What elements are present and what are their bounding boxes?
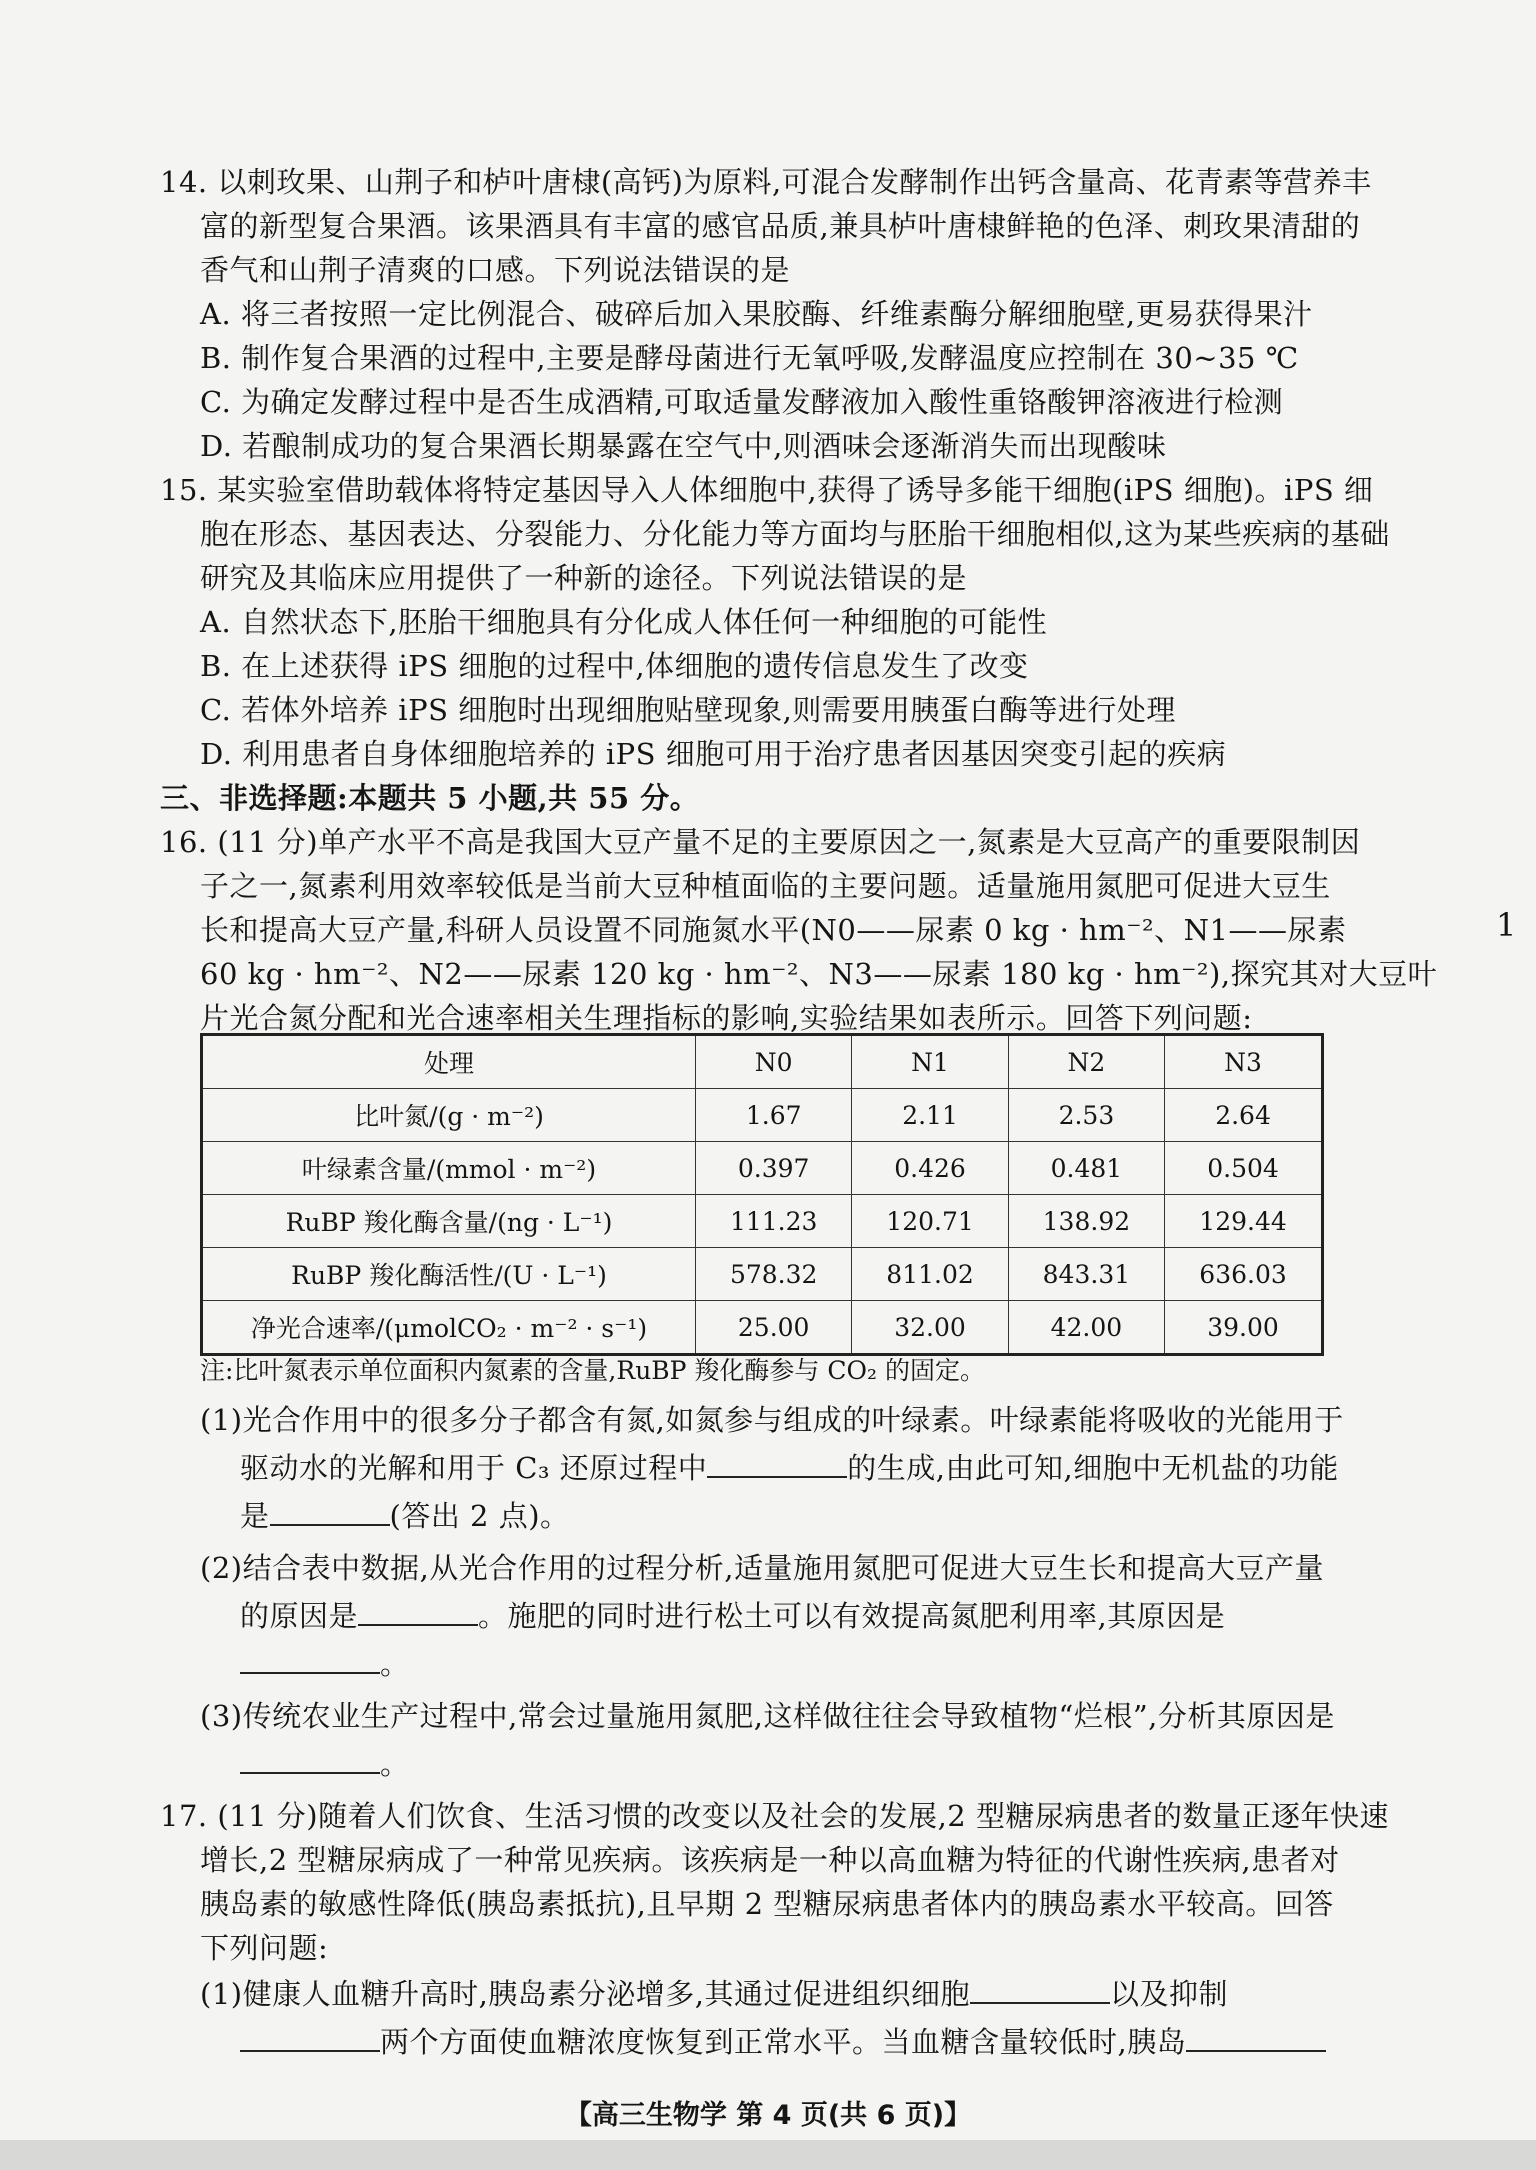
table-cell: 578.32 bbox=[696, 1248, 852, 1301]
table-cell: 129.44 bbox=[1165, 1195, 1323, 1248]
answer-blank[interactable] bbox=[970, 1976, 1110, 2004]
q14-stem-line-2: 富的新型复合果酒。该果酒具有丰富的感官品质,兼具栌叶唐棣鲜艳的色泽、刺玫果清甜的 bbox=[200, 209, 1361, 243]
table-cell: 636.03 bbox=[1165, 1248, 1323, 1301]
q14-stem-line-1: 14. 以刺玫果、山荆子和栌叶唐棣(高钙)为原料,可混合发酵制作出钙含量高、花青素等营养丰 bbox=[160, 165, 1372, 199]
answer-blank[interactable] bbox=[1186, 2024, 1326, 2052]
q16-sub3-text: 。 bbox=[380, 1747, 410, 1781]
q17-stem-line-1: 17. (11 分)随着人们饮食、生活习惯的改变以及社会的发展,2 型糖尿病患者的数量正逐年快速 bbox=[160, 1799, 1389, 1833]
table-note: 注:比叶氮表示单位面积内氮素的含量,RuBP 羧化酶参与 CO₂ 的固定。 bbox=[200, 1356, 985, 1385]
q16-stem-line-1: 16. (11 分)单产水平不高是我国大豆产量不足的主要原因之一,氮素是大豆高产的重要限制因 bbox=[160, 825, 1361, 859]
answer-blank[interactable] bbox=[358, 1598, 478, 1626]
table-header-cell: 处理 bbox=[202, 1035, 696, 1089]
q15-option-d: D. 利用患者自身体细胞培养的 iPS 细胞可用于治疗患者因基因突变引起的疾病 bbox=[200, 737, 1227, 771]
table-row bbox=[202, 1089, 1323, 1142]
q17-sub1-line-1 bbox=[200, 1972, 1228, 2016]
table-cell: 净光合速率/(μmolCO₂ · m⁻² · s⁻¹) bbox=[202, 1301, 696, 1355]
answer-blank[interactable] bbox=[240, 1646, 380, 1674]
q15-option-a: A. 自然状态下,胚胎干细胞具有分化成人体任何一种细胞的可能性 bbox=[200, 605, 1048, 639]
q14-option-d: D. 若酿制成功的复合果酒长期暴露在空气中,则酒味会逐渐消失而出现酸味 bbox=[200, 429, 1167, 463]
table-cell: 叶绿素含量/(mmol · m⁻²) bbox=[202, 1142, 696, 1195]
table-header-cell: N2 bbox=[1008, 1035, 1164, 1089]
table-cell: 120.71 bbox=[852, 1195, 1008, 1248]
q16-sub1-text: (答出 2 点)。 bbox=[389, 1499, 570, 1533]
q17-stem-line-4: 下列问题: bbox=[200, 1931, 329, 1965]
q16-sub1-line-2 bbox=[240, 1446, 1339, 1490]
results-table bbox=[200, 1033, 1324, 1356]
table-cell: 39.00 bbox=[1165, 1301, 1323, 1355]
q15-stem-line-2: 胞在形态、基因表达、分裂能力、分化能力等方面均与胚胎干细胞相似,这为某些疾病的基础 bbox=[200, 517, 1390, 551]
table-row bbox=[202, 1195, 1323, 1248]
q15-stem-line-1: 15. 某实验室借助载体将特定基因导入人体细胞中,获得了诱导多能干细胞(iPS 细胞)。iPS 细 bbox=[160, 473, 1374, 507]
table-cell: 32.00 bbox=[852, 1301, 1008, 1355]
table-row bbox=[202, 1301, 1323, 1355]
table-cell: 843.31 bbox=[1008, 1248, 1164, 1301]
table-cell: 138.92 bbox=[1008, 1195, 1164, 1248]
scan-edge bbox=[0, 2140, 1536, 2170]
q16-sub2-text: 。 bbox=[380, 1647, 410, 1681]
q16-sub3-line-2 bbox=[240, 1742, 410, 1786]
q17-stem-line-3: 胰岛素的敏感性降低(胰岛素抵抗),且早期 2 型糖尿病患者体内的胰岛素水平较高。回答 bbox=[200, 1887, 1334, 1921]
page-footer: 【高三生物学 第 4 页(共 6 页)】 bbox=[564, 2100, 972, 2131]
q17-sub1-text: 以及抑制 bbox=[1110, 1977, 1229, 2011]
q17-sub1-line-2 bbox=[240, 2020, 1326, 2064]
margin-mark: 1 bbox=[1496, 906, 1517, 944]
q17-stem-line-2: 增长,2 型糖尿病成了一种常见疾病。该疾病是一种以高血糖为特征的代谢性疾病,患者对 bbox=[200, 1843, 1340, 1877]
section-heading: 三、非选择题:本题共 5 小题,共 55 分。 bbox=[160, 781, 700, 815]
table-cell: 2.53 bbox=[1008, 1089, 1164, 1142]
table-cell: RuBP 羧化酶含量/(ng · L⁻¹) bbox=[202, 1195, 696, 1248]
q14-option-a: A. 将三者按照一定比例混合、破碎后加入果胶酶、纤维素酶分解细胞壁,更易获得果汁 bbox=[200, 297, 1313, 331]
table-cell: 1.67 bbox=[696, 1089, 852, 1142]
q17-sub1-text: (1)健康人血糖升高时,胰岛素分泌增多,其通过促进组织细胞 bbox=[200, 1977, 971, 2011]
table-cell: 0.504 bbox=[1165, 1142, 1323, 1195]
q16-sub2-text: 的原因是 bbox=[240, 1599, 359, 1633]
table-cell: 111.23 bbox=[696, 1195, 852, 1248]
table-header-cell: N0 bbox=[696, 1035, 852, 1089]
q16-sub2-text: 。施肥的同时进行松土可以有效提高氮肥利用率,其原因是 bbox=[478, 1599, 1226, 1633]
answer-blank[interactable] bbox=[707, 1450, 847, 1478]
answer-blank[interactable] bbox=[240, 1746, 380, 1774]
table-cell: 25.00 bbox=[696, 1301, 852, 1355]
table-cell: 811.02 bbox=[852, 1248, 1008, 1301]
q16-stem-line-3: 长和提高大豆产量,科研人员设置不同施氮水平(N0——尿素 0 kg · hm⁻²、N1——尿素 bbox=[200, 913, 1347, 947]
answer-blank[interactable] bbox=[270, 1498, 390, 1526]
q15-option-b: B. 在上述获得 iPS 细胞的过程中,体细胞的遗传信息发生了改变 bbox=[200, 649, 1029, 683]
table-cell: 比叶氮/(g · m⁻²) bbox=[202, 1089, 696, 1142]
q16-sub1-text: 驱动水的光解和用于 C₃ 还原过程中 bbox=[240, 1451, 708, 1485]
table-row bbox=[202, 1248, 1323, 1301]
q17-sub1-text: 两个方面使血糖浓度恢复到正常水平。当血糖含量较低时,胰岛 bbox=[380, 2025, 1187, 2059]
table-cell: 2.11 bbox=[852, 1089, 1008, 1142]
table-row bbox=[202, 1142, 1323, 1195]
q16-sub3-line-1: (3)传统农业生产过程中,常会过量施用氮肥,这样做往往会导致植物“烂根”,分析其原因是 bbox=[200, 1699, 1335, 1733]
table-cell: 0.481 bbox=[1008, 1142, 1164, 1195]
q15-option-c: C. 若体外培养 iPS 细胞时出现细胞贴壁现象,则需要用胰蛋白酶等进行处理 bbox=[200, 693, 1176, 727]
q14-option-b: B. 制作复合果酒的过程中,主要是酵母菌进行无氧呼吸,发酵温度应控制在 30~35 ℃ bbox=[200, 341, 1299, 375]
q16-sub1-line-3 bbox=[240, 1494, 570, 1538]
answer-blank[interactable] bbox=[240, 2024, 380, 2052]
q15-stem-line-3: 研究及其临床应用提供了一种新的途径。下列说法错误的是 bbox=[200, 561, 968, 595]
q14-stem-line-3: 香气和山荆子清爽的口感。下列说法错误的是 bbox=[200, 253, 791, 287]
q14-option-c: C. 为确定发酵过程中是否生成酒精,可取适量发酵液加入酸性重铬酸钾溶液进行检测 bbox=[200, 385, 1284, 419]
q16-sub1-text: 的生成,由此可知,细胞中无机盐的功能 bbox=[847, 1451, 1339, 1485]
q16-stem-line-5: 片光合氮分配和光合速率相关生理指标的影响,实验结果如表所示。回答下列问题: bbox=[200, 1001, 1253, 1035]
table-cell: 0.426 bbox=[852, 1142, 1008, 1195]
q16-stem-line-4: 60 kg · hm⁻²、N2——尿素 120 kg · hm⁻²、N3——尿素 180 kg · hm⁻²),探究其对大豆叶 bbox=[200, 957, 1438, 991]
table-header-cell: N1 bbox=[852, 1035, 1008, 1089]
table-cell: 0.397 bbox=[696, 1142, 852, 1195]
table-cell: 2.64 bbox=[1165, 1089, 1323, 1142]
table-header-row bbox=[202, 1035, 1323, 1089]
q16-stem-line-2: 子之一,氮素利用效率较低是当前大豆种植面临的主要问题。适量施用氮肥可促进大豆生 bbox=[200, 869, 1331, 903]
table-cell: RuBP 羧化酶活性/(U · L⁻¹) bbox=[202, 1248, 696, 1301]
table-cell: 42.00 bbox=[1008, 1301, 1164, 1355]
q16-sub2-line-2 bbox=[240, 1594, 1225, 1638]
q16-sub2-line-1: (2)结合表中数据,从光合作用的过程分析,适量施用氮肥可促进大豆生长和提高大豆产量 bbox=[200, 1551, 1325, 1585]
q16-sub1-text: 是 bbox=[240, 1499, 270, 1533]
q16-sub2-line-3 bbox=[240, 1642, 410, 1686]
table-header-cell: N3 bbox=[1165, 1035, 1323, 1089]
q16-sub1-line-1: (1)光合作用中的很多分子都含有氮,如氮参与组成的叶绿素。叶绿素能将吸收的光能用于 bbox=[200, 1403, 1344, 1437]
